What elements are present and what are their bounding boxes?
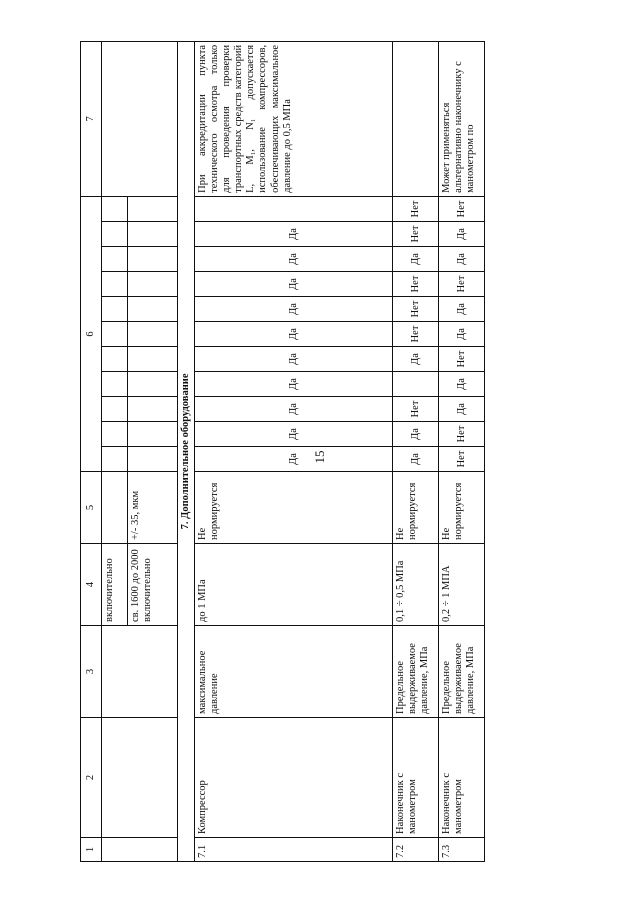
flag-cell bbox=[195, 196, 393, 221]
flag-cell: Нет bbox=[393, 322, 439, 347]
section-row bbox=[178, 41, 195, 861]
page-number-label: 15 bbox=[312, 450, 327, 464]
col-header-3: 3 bbox=[81, 626, 102, 718]
flag-cell: Да bbox=[439, 322, 485, 347]
row-num: 7.2 bbox=[393, 838, 439, 862]
row-param: Предельное выдерживаемое давление, МПа bbox=[393, 626, 439, 718]
col-header-1: 1 bbox=[81, 838, 102, 862]
row-name: Компрессор bbox=[195, 718, 393, 838]
continuation-row-a bbox=[102, 41, 128, 861]
flag-cell: Нет bbox=[439, 447, 485, 472]
flag-cell: Нет bbox=[439, 196, 485, 221]
flag-cell: Нет bbox=[393, 297, 439, 322]
flag-cell: Нет bbox=[439, 422, 485, 447]
row-note bbox=[393, 41, 439, 196]
row-value: до 1 МПа bbox=[195, 544, 393, 626]
flag-cell: Да bbox=[195, 372, 393, 397]
flag-cell: Да bbox=[195, 447, 393, 472]
flag-cell: Да bbox=[195, 347, 393, 372]
row-tolerance: Не нормируется bbox=[393, 472, 439, 544]
equipment-table bbox=[80, 41, 485, 862]
flag-cell: Нет bbox=[393, 222, 439, 247]
flag-cell: Да bbox=[195, 272, 393, 297]
flag-cell: Нет bbox=[439, 347, 485, 372]
table-row bbox=[195, 41, 393, 861]
col-header-7: 7 bbox=[81, 41, 102, 196]
row-tolerance: Не нормируется bbox=[195, 472, 393, 544]
cont-col4b-text: св. 1600 до 2000 включительно bbox=[128, 544, 178, 626]
cont-col5-text: +/- 35, мкм bbox=[128, 472, 178, 544]
row-num: 7.1 bbox=[195, 838, 393, 862]
row-param: Предельное выдерживаемое давление, МПа bbox=[439, 626, 485, 718]
flag-cell: Да bbox=[195, 247, 393, 272]
row-value: 0,2 ÷ 1 МПА bbox=[439, 544, 485, 626]
table-row bbox=[439, 41, 485, 861]
row-name: Наконечник с манометром bbox=[439, 718, 485, 838]
section-title: 7. Дополнительное оборудование bbox=[178, 41, 195, 861]
flag-cell: Да bbox=[195, 397, 393, 422]
flag-cell: Да bbox=[393, 247, 439, 272]
row-param: максимальное давление bbox=[195, 626, 393, 718]
flag-cell: Да bbox=[439, 247, 485, 272]
flag-cell: Да bbox=[195, 322, 393, 347]
flag-cell: Нет bbox=[439, 272, 485, 297]
table-row bbox=[393, 41, 439, 861]
flag-cell: Да bbox=[393, 447, 439, 472]
flag-cell: Да bbox=[439, 372, 485, 397]
row-note: Может применяться альтернативно наконечнику с манометром по bbox=[439, 41, 485, 196]
flag-cell: Нет bbox=[393, 196, 439, 221]
flag-cell: Да bbox=[195, 297, 393, 322]
flag-cell: Да bbox=[439, 297, 485, 322]
row-tolerance: Не нормируется bbox=[439, 472, 485, 544]
col-header-2: 2 bbox=[81, 718, 102, 838]
row-name: Наконечник с манометром bbox=[393, 718, 439, 838]
col-header-5: 5 bbox=[81, 472, 102, 544]
flag-cell: Да bbox=[393, 347, 439, 372]
flag-cell: Да bbox=[439, 397, 485, 422]
flag-cell bbox=[393, 372, 439, 397]
header-row bbox=[81, 41, 102, 861]
row-note: При аккредитации пункта технического осмотра только для проведения проверки транспортных средств категорий L, M₁, N₁ допускается использование компрессоров, обеспечивающих максимальное давление до 0,5 МПа bbox=[195, 41, 393, 196]
flag-cell: Да bbox=[195, 222, 393, 247]
flag-cell: Да bbox=[439, 222, 485, 247]
col-header-6: 6 bbox=[81, 196, 102, 471]
landscape-sheet bbox=[80, 42, 560, 862]
cont-col4-text: включительно bbox=[102, 544, 128, 626]
flag-cell: Нет bbox=[393, 272, 439, 297]
row-value: 0,1 ÷ 0,5 МПа bbox=[393, 544, 439, 626]
flag-cell: Да bbox=[195, 422, 393, 447]
row-num: 7.3 bbox=[439, 838, 485, 862]
flag-cell: Нет bbox=[393, 397, 439, 422]
flag-cell: Да bbox=[393, 422, 439, 447]
col-header-4: 4 bbox=[81, 544, 102, 626]
